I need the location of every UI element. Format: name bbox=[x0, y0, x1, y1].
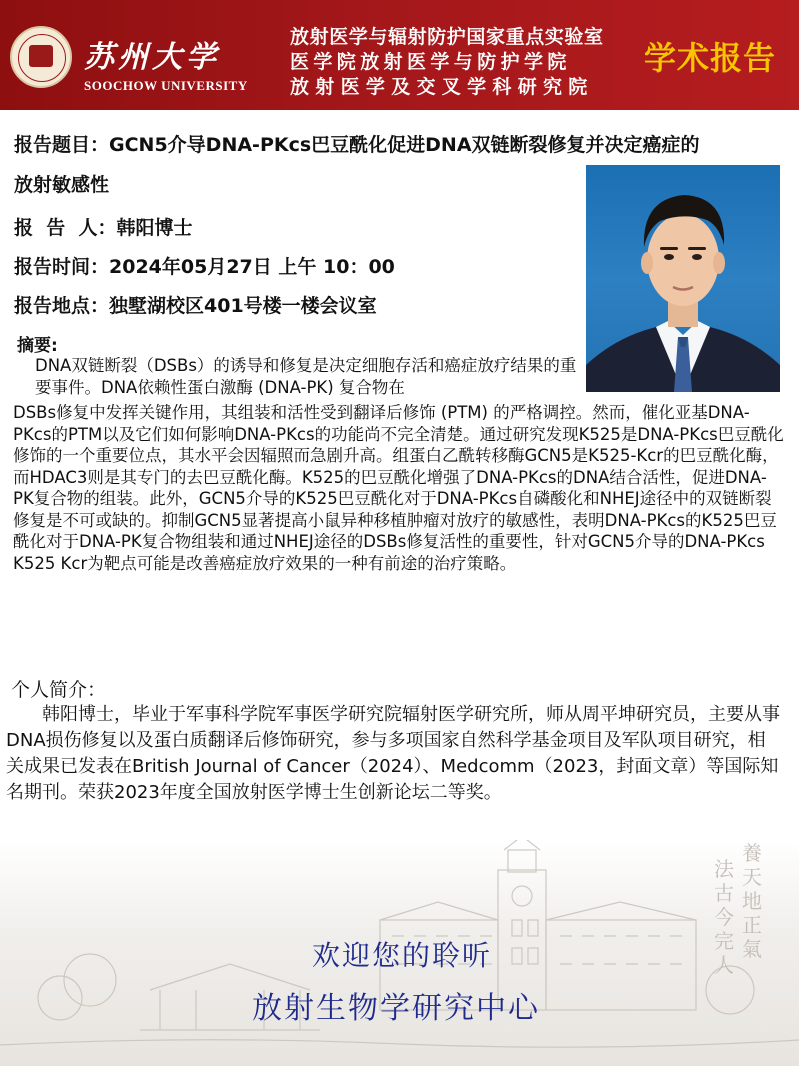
svg-text:古: 古 bbox=[714, 881, 734, 905]
abstract-paragraph-1: DNA双链断裂（DSBs）的诱导和修复是决定细胞存活和癌症放疗结果的重要事件。DNA依赖性蛋白激酶 (DNA-PK) 复合物在 bbox=[35, 356, 577, 397]
bio-heading: 个人简介： bbox=[11, 679, 107, 701]
abstract-body bbox=[13, 355, 786, 574]
research-center-name: 放射生物学研究中心 bbox=[252, 991, 540, 1026]
institution-line-2: 医学院放射医学与防护学院 bbox=[290, 51, 571, 73]
svg-text:氣: 氣 bbox=[742, 937, 762, 961]
seal-emblem bbox=[29, 45, 53, 67]
abstract-paragraph-2: DSBs修复中发挥关键作用，其组装和活性受到翻译后修饰 (PTM) 的严格调控。然而，催化亚基DNA-PKcs的PTM以及它们如何影响DNA-PKcs的功能尚不完全清楚。通过研究发现K525是DNA-PKcs巴豆酰化修饰的一个重要位点，其水平会因辐照而急剧升高。组蛋白乙酰转移酶GCN5是K525-Kcr的巴豆酰化酶，而HDAC3则是其专门的去巴豆酰化酶。K525的巴豆酰化增强了DNA-PKcs的DNA结合活性，促进DNA-PK复合物的组装。此外，GCN5介导的K525巴豆酰化对于DNA-PKcs自磷酸化和NHEJ途径中的双链断裂修复是不可或缺的。抑制GCN5显著提高小鼠异种移植肿瘤对放疗的敏感性，表明DNA-PKcs的K525巴豆酰化对于DNA-PK复合物组装和通过NHEJ途径的DSBs修复活性的重要性，针对GCN5介导的DNA-PKcs K525 Kcr为靶点可能是改善癌症放疗效果的一种有前途的治疗策略。 bbox=[13, 403, 784, 573]
bio-body: 韩阳博士，毕业于军事科学院军事医学研究院辐射医学研究所，师从周平坤研究员，主要从事DNA损伤修复以及蛋白质翻译后修饰研究，参与多项国家自然科学基金项目及军队项目研究，相关成果已发表在British Journal of Cancer（2024）、Medcomm（2023，封面文章）等国际知名期刊。荣获2023年度全国放射医学博士生创新论坛二等奖。 bbox=[6, 704, 780, 803]
title-label: 报告题目： bbox=[14, 134, 110, 156]
welcome-text: 欢迎您的聆听 bbox=[312, 939, 493, 972]
time-label: 报告时间： bbox=[14, 256, 110, 278]
institution-line-3: 放射医学及交叉学科研究院 bbox=[290, 76, 594, 98]
university-name-cn: 苏州大学 bbox=[84, 40, 220, 75]
academic-report-tag: 学术报告 bbox=[644, 39, 777, 77]
talk-title-line-2: 放射敏感性 bbox=[14, 174, 110, 196]
talk-place: 独墅湖校区401号楼一楼会议室 bbox=[109, 295, 377, 317]
speaker-name: 韩阳博士 bbox=[116, 217, 193, 239]
talk-title-line-1 bbox=[14, 132, 794, 158]
university-seal-logo bbox=[10, 26, 72, 88]
institution-lines bbox=[290, 25, 640, 100]
svg-text:正: 正 bbox=[742, 913, 762, 937]
speaker-label: 报 告 人： bbox=[14, 217, 117, 239]
talk-title-text-1: GCN5介导DNA-PKcs巴豆酰化促进DNA双链断裂修复并决定癌症的 bbox=[109, 134, 700, 156]
abstract-heading: 摘要: bbox=[17, 336, 58, 356]
svg-text:天: 天 bbox=[742, 865, 762, 889]
svg-text:地: 地 bbox=[742, 889, 762, 913]
svg-text:今: 今 bbox=[714, 905, 734, 929]
svg-text:完: 完 bbox=[714, 929, 734, 953]
svg-text:人: 人 bbox=[714, 953, 734, 977]
svg-text:養: 養 bbox=[742, 841, 762, 865]
place-label: 报告地点： bbox=[14, 295, 110, 317]
institution-line-1: 放射医学与辐射防护国家重点实验室 bbox=[290, 26, 604, 48]
university-name-en: SOOCHOW UNIVERSITY bbox=[84, 78, 248, 93]
talk-time: 2024年05月27日 上午 10：00 bbox=[109, 256, 395, 278]
header-banner bbox=[0, 0, 799, 110]
svg-text:法: 法 bbox=[714, 857, 734, 881]
